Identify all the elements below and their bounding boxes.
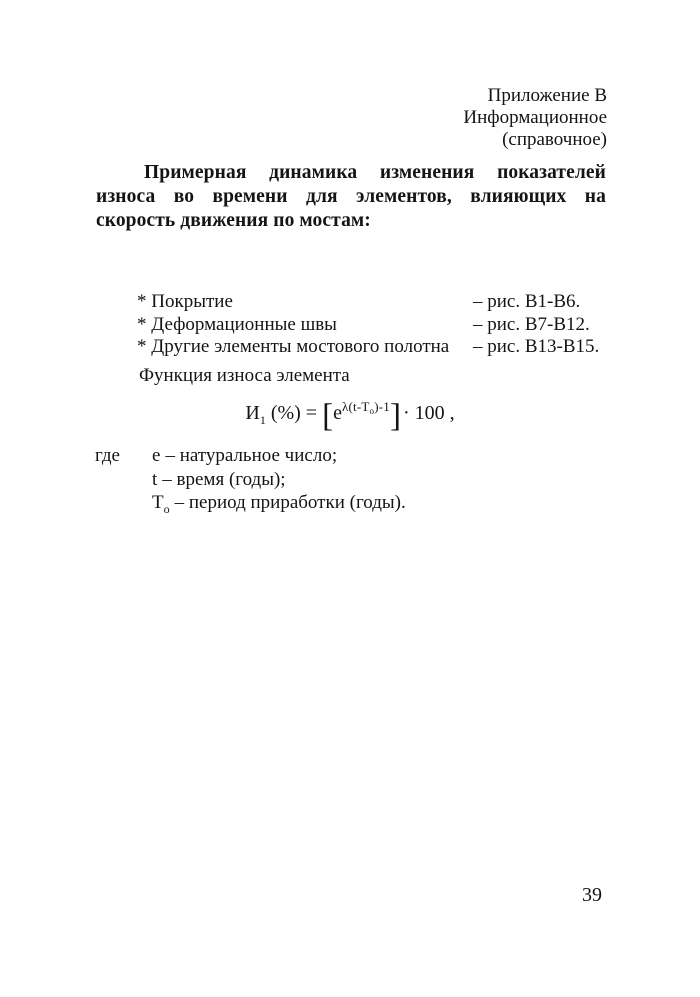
element-label: * Деформационные швы [137,313,337,335]
exponent-subscript: о [369,406,375,416]
list-item [137,336,617,359]
appendix-type: Информационное [463,107,607,128]
definition-t [152,468,406,492]
formula-close-bracket: ] [389,398,401,434]
formula-exponent [342,399,390,414]
intro-paragraph: Примерная динамика изменения показателей износа во времени для элементов, влияющих на скорость движения по мостам: [96,162,606,231]
appendix-header [463,85,607,151]
formula-lhs: И [245,402,260,424]
formula-open-bracket: [ [322,398,334,434]
exponent-pre: λ(t-Т [341,399,370,414]
definition-T0 [152,491,406,522]
def-term-subscript: о [163,502,170,517]
formula-lhs-subscript: 1 [259,413,266,427]
page-number: 39 [582,884,602,906]
def-term: Т [152,492,164,514]
formula-tail: · 100 , [402,402,455,424]
formula-equals: (%) = [265,402,323,424]
element-figures-ref: – рис. В1-В6. [473,291,581,312]
where-keyword: где [95,445,120,466]
where-definitions [95,444,406,522]
definition-e [152,444,406,468]
def-term: t [152,468,158,490]
appendix-subtype: (справочное) [502,129,607,150]
formula-exp-base: e [333,402,342,424]
def-text: – период приработки (годы). [174,492,406,514]
element-label: * Другие элементы мостового полотна [137,336,450,358]
def-text: – натуральное число; [165,445,338,466]
wear-function-formula [0,398,700,434]
element-label: * Покрытие [137,291,233,312]
appendix-title: Приложение В [487,85,607,106]
exponent-post: )-1 [374,399,390,414]
definitions [152,444,406,522]
def-term: е [152,445,161,466]
element-figures-ref: – рис. В13-В15. [473,336,600,358]
list-item [137,314,617,337]
def-text: – время (годы); [162,468,286,490]
element-figures-ref: – рис. В7-В12. [473,313,590,335]
function-caption: Функция износа элемента [139,365,350,386]
list-item [137,291,617,314]
elements-figures-list [137,291,617,359]
